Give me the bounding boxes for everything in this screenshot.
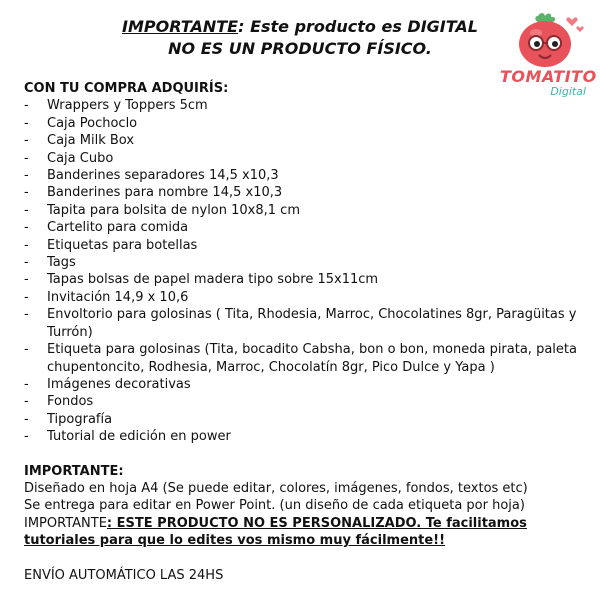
- list-item-text: Etiqueta para golosinas (Tita, bocadito Cabsha, bon o bon, moneda pirata, paleta chupentoncito, Rodhesia, Marroc, Chocolatín 8gr, Pico Dulce y Yapa ): [47, 342, 577, 375]
- list-item-text: Tapita para bolsita de nylon 10x8,1 cm: [47, 202, 300, 218]
- list-item: [24, 411, 590, 428]
- list-bullet: -: [24, 376, 29, 392]
- list-item-text: Caja Pochoclo: [47, 115, 138, 131]
- list-bullet: -: [24, 307, 29, 323]
- list-item: [24, 341, 590, 376]
- list-item-text: Invitación 14,9 x 10,6: [47, 289, 189, 305]
- list-item: [24, 393, 590, 410]
- list-item-text: Tags: [47, 255, 76, 271]
- logo-subtitle: Digital: [550, 85, 586, 98]
- purchase-title: CON TU COMPRA ADQUIRÍS:: [24, 81, 229, 96]
- important-line-3-prefix: IMPORTANTE: [24, 515, 107, 531]
- list-item-text: Tutorial de edición en power: [47, 429, 231, 445]
- list-bullet: -: [24, 429, 29, 445]
- list-bullet: -: [24, 133, 29, 149]
- header-important-word: IMPORTANTE: [122, 17, 239, 36]
- list-item-text: Fondos: [47, 394, 94, 410]
- list-item-text: Tapas bolsas de papel madera tipo sobre 15x11cm: [47, 272, 379, 288]
- list-item-text: Tipografía: [47, 411, 113, 427]
- shipping-notice: ENVÍO AUTOMÁTICO LAS 24HS: [24, 567, 224, 583]
- header-digital-text: : Este producto es DIGITAL: [238, 17, 478, 36]
- list-item-text: Imágenes decorativas: [47, 376, 191, 392]
- list-item: [24, 184, 590, 201]
- list-bullet: -: [24, 237, 29, 253]
- list-bullet: -: [24, 272, 29, 288]
- list-item-text: Banderines para nombre 14,5 x10,3: [47, 185, 283, 201]
- list-item-text: Envoltorio para golosinas ( Tita, Rhodesia, Marroc, Chocolatines 8gr, Paragüitas y Turrón): [47, 307, 577, 340]
- important-title: IMPORTANTE:: [24, 463, 124, 479]
- list-bullet: -: [24, 394, 29, 410]
- list-item-text: Caja Milk Box: [47, 133, 135, 149]
- purchase-list: [24, 97, 590, 445]
- list-item: [24, 97, 590, 114]
- list-bullet: -: [24, 289, 29, 305]
- list-item: [24, 306, 590, 341]
- list-item-text: Cartelito para comida: [47, 220, 189, 236]
- list-item-text: Etiquetas para botellas: [47, 237, 198, 253]
- list-bullet: -: [24, 342, 29, 358]
- list-bullet: -: [24, 150, 29, 166]
- list-item: [24, 219, 590, 236]
- document-body: [24, 80, 590, 584]
- list-item: [24, 115, 590, 132]
- list-bullet: -: [24, 168, 29, 184]
- list-item: [24, 132, 590, 149]
- list-item-text: Wrappers y Toppers 5cm: [47, 98, 208, 114]
- tomato-with-glasses-icon: [500, 10, 590, 70]
- list-item: [24, 150, 590, 167]
- important-line-1: Diseñado en hoja A4 (Se puede editar, colores, imágenes, fondos, textos etc): [24, 480, 528, 496]
- list-item: [24, 237, 590, 254]
- list-item-text: Banderines separadores 14,5 x10,3: [47, 168, 279, 184]
- list-bullet: -: [24, 411, 29, 427]
- important-line-2: Se entrega para editar en Power Point. (un diseño de cada etiqueta por hoja): [24, 498, 525, 514]
- list-item-text: Caja Cubo: [47, 150, 114, 166]
- list-bullet: -: [24, 98, 29, 114]
- list-item: [24, 254, 590, 271]
- list-bullet: -: [24, 220, 29, 236]
- list-item: [24, 202, 590, 219]
- list-item: [24, 289, 590, 306]
- list-item: [24, 428, 590, 445]
- list-bullet: -: [24, 115, 29, 131]
- header-line-2: NO ES UN PRODUCTO FÍSICO.: [168, 39, 432, 58]
- list-bullet: -: [24, 202, 29, 218]
- list-item: [24, 167, 590, 184]
- important-line-3: [24, 515, 590, 532]
- tutorials-notice: tutoriales para que lo edites vos mismo muy fácilmente!!: [24, 533, 446, 549]
- list-item: [24, 271, 590, 288]
- list-bullet: -: [24, 255, 29, 271]
- list-bullet: -: [24, 185, 29, 201]
- logo-name: TOMATITO: [500, 67, 597, 86]
- list-item: [24, 376, 590, 393]
- not-personalized-notice: : ESTE PRODUCTO NO ES PERSONALIZADO. Te facilitamos: [106, 515, 527, 531]
